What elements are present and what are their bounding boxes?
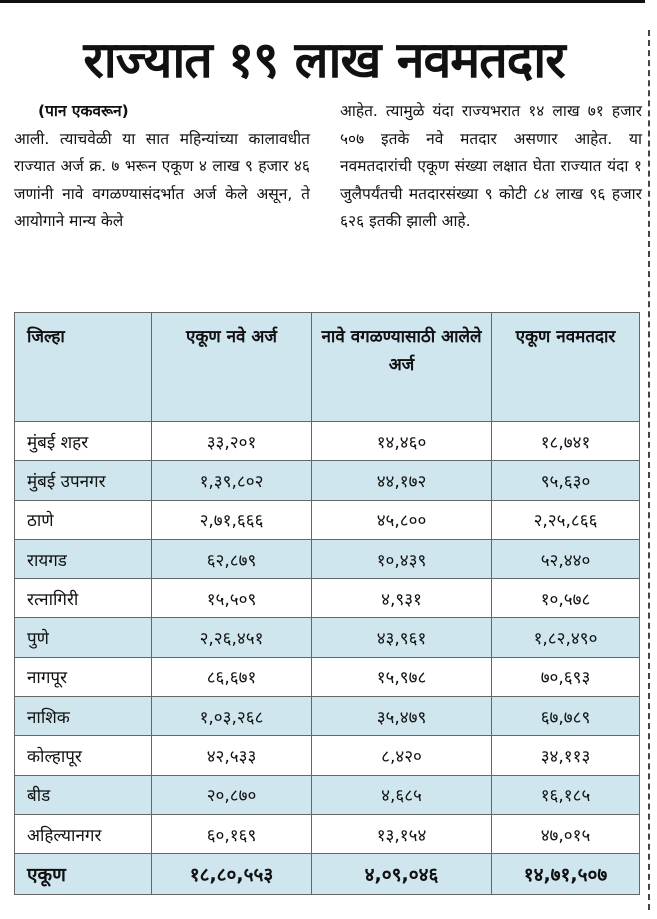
deletion-applications: ४३,९६१: [312, 618, 492, 657]
new-voters: ६७,७८९: [492, 697, 640, 736]
table-total-row: [15, 854, 640, 895]
deletion-applications: ४५,८००: [312, 500, 492, 539]
header-district: जिल्हा: [15, 313, 152, 422]
new-applications: ८६,६७१: [152, 657, 312, 696]
new-voters: १,८२,४९०: [492, 618, 640, 657]
district-name: मुंबई शहर: [15, 422, 152, 461]
new-voters: १०,५७८: [492, 579, 640, 618]
header-total-new-voters: एकूण नवमतदार: [492, 313, 640, 422]
table-row: [15, 422, 640, 461]
table-row: [15, 736, 640, 775]
table-row: [15, 461, 640, 500]
district-name: रत्नागिरी: [15, 579, 152, 618]
district-name: रायगड: [15, 539, 152, 578]
new-applications: २,२६,४५१: [152, 618, 312, 657]
total-new-voters: १४,७१,५०७: [492, 854, 640, 895]
new-applications: १,०३,२६८: [152, 697, 312, 736]
district-name: पुणे: [15, 618, 152, 657]
headline: राज्यात १९ लाख नवमतदार: [83, 31, 565, 89]
new-applications: १,३९,८०२: [152, 461, 312, 500]
total-new-applications: १८,८०,५५३: [152, 854, 312, 895]
new-voters: २,२५,८६६: [492, 500, 640, 539]
article-column-left: [14, 98, 310, 236]
deletion-applications: ४,९३१: [312, 579, 492, 618]
table-row: [15, 814, 640, 853]
district-name: कोल्हापूर: [15, 736, 152, 775]
deletion-applications: १५,९७८: [312, 657, 492, 696]
district-name: नागपूर: [15, 657, 152, 696]
new-applications: ६०,१६९: [152, 814, 312, 853]
table-row: [15, 657, 640, 696]
top-rule: [0, 0, 645, 3]
new-voters: १८,७४१: [492, 422, 640, 461]
deletion-applications: १४,४६०: [312, 422, 492, 461]
new-applications: ४२,५३३: [152, 736, 312, 775]
column-divider-dashed: [648, 30, 650, 910]
deletion-applications: ३५,४७९: [312, 697, 492, 736]
table-row: [15, 579, 640, 618]
new-applications: २,७१,६६६: [152, 500, 312, 539]
district-voter-table: [14, 312, 640, 895]
table-row: [15, 775, 640, 814]
article-text-left: आली. त्याचवेळी या सात महिन्यांच्या कालावधीत राज्यात अर्ज क्र. ७ भरून एकूण ४ लाख ९ हजार ४६ जणांनी नावे वगळण्यासंदर्भात अर्ज केले असून, ते आयोगाने मान्य केले: [14, 129, 310, 230]
continued-from-label: (पान एकवरून): [38, 102, 129, 120]
new-voters: ९५,६३०: [492, 461, 640, 500]
article-column-right: [340, 98, 642, 236]
deletion-applications: ८,४२०: [312, 736, 492, 775]
table-row: [15, 618, 640, 657]
new-voters: १६,१८५: [492, 775, 640, 814]
header-deletion-applications: नावे वगळण्यासाठी आलेले अर्ज: [312, 313, 492, 422]
district-name: ठाणे: [15, 500, 152, 539]
total-label: एकूण: [15, 854, 152, 895]
new-applications: २०,८७०: [152, 775, 312, 814]
new-applications: ३३,२०१: [152, 422, 312, 461]
deletion-applications: ४४,१७२: [312, 461, 492, 500]
table-row: [15, 539, 640, 578]
new-voters: ७०,६९३: [492, 657, 640, 696]
new-voters: ५२,४४०: [492, 539, 640, 578]
new-applications: १५,५०९: [152, 579, 312, 618]
header-total-new-applications: एकूण नवे अर्ज: [152, 313, 312, 422]
district-name: मुंबई उपनगर: [15, 461, 152, 500]
new-voters: ४७,०१५: [492, 814, 640, 853]
deletion-applications: १३,१५४: [312, 814, 492, 853]
article-text-right: आहेत. त्यामुळे यंदा राज्यभरात १४ लाख ७१ हजार ५०७ इतके नवे मतदार असणार आहेत. या नवमतदारांची एकूण संख्या लक्षात घेता राज्यात यंदा १ जुलैपर्यंतची मतदारसंख्या ९ कोटी ८४ लाख ९६ हजार ६२६ इतकी झाली आहे.: [340, 102, 642, 230]
new-voters: ३४,११३: [492, 736, 640, 775]
district-name: नाशिक: [15, 697, 152, 736]
district-name: बीड: [15, 775, 152, 814]
table-row: [15, 500, 640, 539]
deletion-applications: ४,६८५: [312, 775, 492, 814]
district-name: अहिल्यानगर: [15, 814, 152, 853]
deletion-applications: १०,४३९: [312, 539, 492, 578]
table-row: [15, 697, 640, 736]
table-header-row: [15, 313, 640, 422]
total-deletion-applications: ४,०९,०४६: [312, 854, 492, 895]
new-applications: ६२,८७९: [152, 539, 312, 578]
